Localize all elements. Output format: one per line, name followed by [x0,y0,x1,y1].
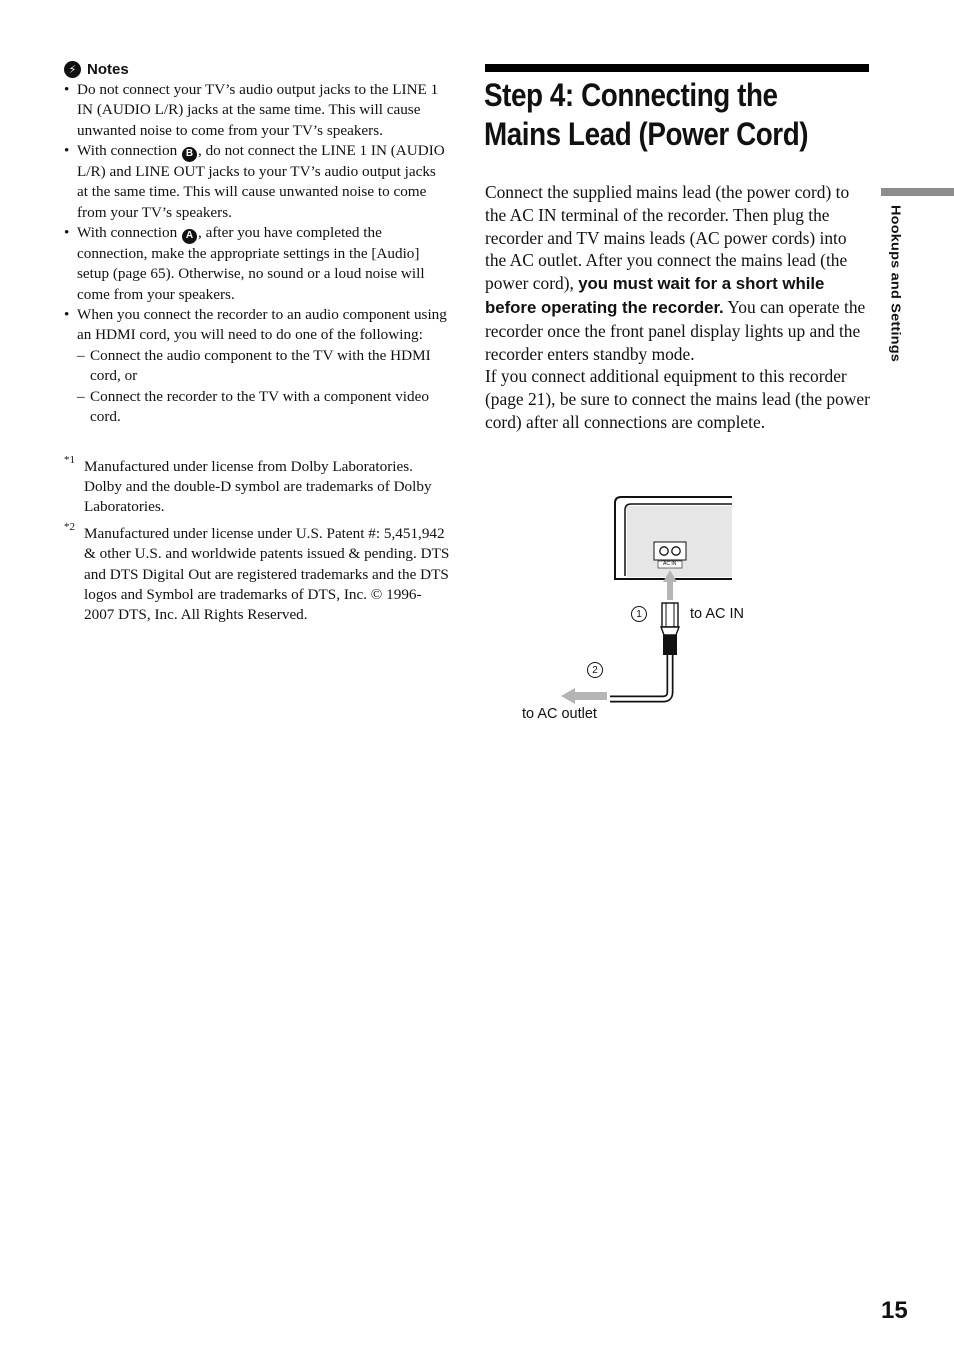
power-cord-diagram [515,492,745,728]
warning-icon: ⚡ [64,61,81,78]
note-subitem: – Connect the audio component to the TV with the HDMI cord, or [77,346,450,387]
notes-column [64,58,450,632]
footnote-dts: *2 Manufactured under license under U.S. Patent #: 5,451,942 & other U.S. and worldwide patents issued & pending. DTS and DTS Digital Out are registered trademarks and the DTS logos and Symbol are trademarks of DTS, Inc. © 1996-2007 DTS, Inc. All Rights Reserved. [64,520,450,624]
footnotes [64,453,450,626]
note-item: • Do not connect your TV’s audio output jacks to the LINE 1 IN (AUDIO L/R) jacks at the same time. This will cause unwanted noise to come from your TV’s speakers. [64,80,450,141]
notes-heading [64,58,450,80]
notes-list [64,80,450,428]
emphasis-text: you must wait for a short while before operating the recorder. [485,274,825,317]
ac-in-panel-label: AC IN [663,561,677,567]
step2-number: 2 [587,662,603,678]
paragraph: Connect the supplied mains lead (the power cord) to the AC IN terminal of the recorder. Then plug the recorder and TV mains leads (AC power cords) into the AC outlet. After you connect the mains lead (the power cord), you must wait for a short while before operating the recorder. You can operate the recorder once the front panel display lights up and the recorder enters standby mode. [485,182,866,364]
note-item: • With connection B , do not connect the LINE 1 IN (AUDIO L/R) and LINE OUT jacks to your TV’s audio output jacks at the same time. This will cause unwanted noise to come from your TV’s speakers. [64,141,450,223]
note-item: • With connection A , after you have completed the connection, make the appropriate settings in the [Audio] setup (page 65). Otherwise, no sound or a loud noise will come from your speakers. [64,223,450,305]
connection-a-badge: A [182,229,197,244]
note-subitem: – Connect the recorder to the TV with a component video cord. [77,387,450,428]
section-body [485,181,871,434]
note-sublist [77,346,450,428]
page-number: 15 [881,1297,908,1324]
notes-heading-text: Notes [87,60,129,78]
side-tab-label: Hookups and Settings [888,205,903,363]
side-tab-bar [881,188,954,196]
page-title: Step 4: Connecting the Mains Lead (Power Cord) [484,77,809,152]
title-rule [485,64,869,72]
footnote-dolby: *1 Manufactured under license from Dolby Laboratories. Dolby and the double-D symbol are trademarks of Dolby Laboratories. [64,453,432,516]
step1-number: 1 [631,606,647,622]
step1-label: to AC IN [690,606,744,622]
step2-label: to AC outlet [522,706,597,722]
connection-b-badge: B [182,147,197,162]
paragraph: If you connect additional equipment to this recorder (page 21), be sure to connect the mains lead (the power cord) after all connections are complete. [485,366,870,432]
note-item: • When you connect the recorder to an audio component using an HDMI cord, you will need to do one of the following: – Connect the audio component to the TV with the HDMI cord, or – Connect the recorder to the TV with a component video cord. [64,305,450,427]
